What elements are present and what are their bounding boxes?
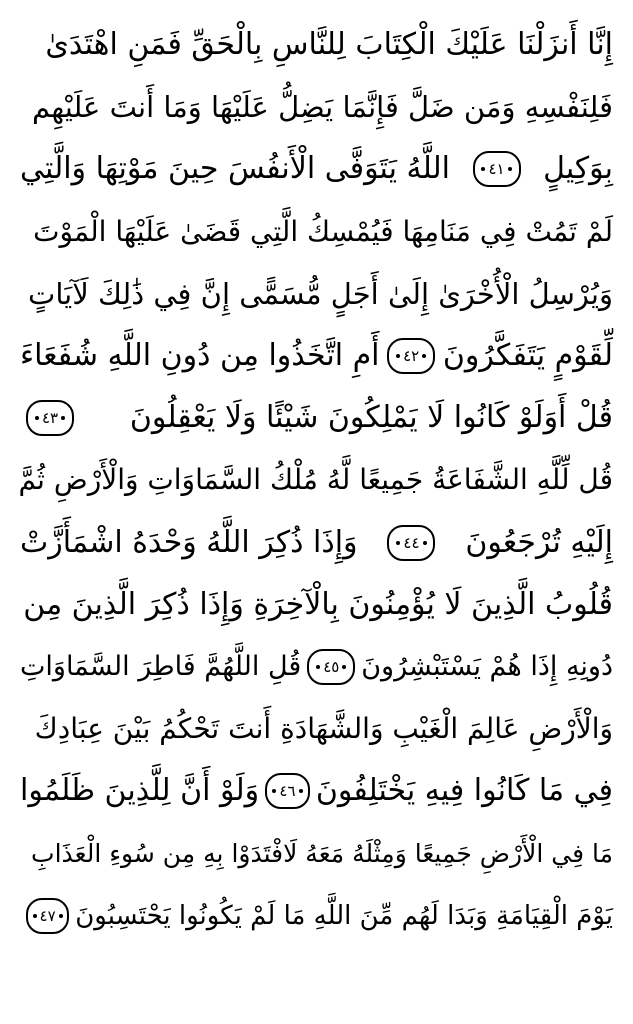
verse-text: يَوْمَ الْقِيَامَةِ وَبَدَا لَهُم مِّنَ اللَّهِ مَا لَمْ يَكُونُوا يَحْتَسِبُونَ xyxy=(75,900,613,931)
verse-line xyxy=(20,636,613,698)
verse-text: قُلْ أَوَلَوْ كَانُوا لَا يَمْلِكُونَ شَيْئًا وَلَا يَعْقِلُونَ xyxy=(129,400,613,436)
verse-text: وَيُرْسِلُ الْأُخْرَىٰ إِلَىٰ أَجَلٍ مُّسَمًّى إِنَّ فِي ذَٰلِكَ لَآيَاتٍ xyxy=(28,276,613,311)
verse-text: وَلَوْ أَنَّ لِلَّذِينَ ظَلَمُوا xyxy=(20,773,260,809)
verse-text: قُلِ اللَّهُمَّ فَاطِرَ السَّمَاوَاتِ xyxy=(20,650,302,682)
verse-line xyxy=(20,885,613,947)
verse-text: وَالْأَرْضِ عَالِمَ الْغَيْبِ وَالشَّهَادَةِ أَنتَ تَحْكُمُ بَيْنَ عِبَادِكَ xyxy=(34,712,613,746)
ayah-number-marker: ٤٢ xyxy=(387,338,435,374)
verse-text: بِوَكِيلٍ xyxy=(543,151,613,187)
ayah-number-marker: ٤٣ xyxy=(26,400,74,436)
verse-line xyxy=(20,263,613,325)
verse-text: اللَّهُ يَتَوَفَّى الْأَنفُسَ حِينَ مَوْتِهَا وَالَّتِي xyxy=(20,151,450,187)
verse-line xyxy=(20,822,613,884)
verse-line xyxy=(20,760,613,822)
verse-text: لَمْ تَمُتْ فِي مَنَامِهَا فَيُمْسِكُ الَّتِي قَضَىٰ عَلَيْهَا الْمَوْتَ xyxy=(33,214,613,248)
verse-text: لِّقَوْمٍ يَتَفَكَّرُونَ xyxy=(442,338,613,374)
verse-line xyxy=(20,512,613,574)
verse-line xyxy=(20,201,613,263)
verse-line xyxy=(20,574,613,636)
verse-line xyxy=(20,325,613,387)
ayah-number-marker: ٤٦ xyxy=(265,773,310,809)
verse-text: فِي مَا كَانُوا فِيهِ يَخْتَلِفُونَ xyxy=(315,773,613,809)
verse-text: قُلُوبُ الَّذِينَ لَا يُؤْمِنُونَ بِالْآخِرَةِ وَإِذَا ذُكِرَ الَّذِينَ مِن xyxy=(23,586,613,622)
verse-text: قُل لِّلَّهِ الشَّفَاعَةُ جَمِيعًا لَّهُ مُلْكُ السَّمَاوَاتِ وَالْأَرْضِ ثُمَّ xyxy=(18,463,613,497)
ayah-number-marker: ٤٧ xyxy=(26,898,69,934)
verse-line xyxy=(20,14,613,76)
verse-text: إِنَّا أَنزَلْنَا عَلَيْكَ الْكِتَابَ لِلنَّاسِ بِالْحَقِّ فَمَنِ اهْتَدَىٰ xyxy=(45,27,613,63)
verse-line xyxy=(20,76,613,138)
verse-text: دُونِهِ إِذَا هُمْ يَسْتَبْشِرُونَ xyxy=(361,650,613,682)
mushaf-page xyxy=(20,14,613,1010)
verse-line xyxy=(20,698,613,760)
ayah-number-marker: ٤١ xyxy=(473,151,521,187)
verse-text: إِلَيْهِ تُرْجَعُونَ xyxy=(465,524,613,560)
verse-line xyxy=(20,138,613,200)
verse-line xyxy=(20,387,613,449)
verse-text: أَمِ اتَّخَذُوا مِن دُونِ اللَّهِ شُفَعَاءَ xyxy=(20,338,380,374)
verse-text: وَإِذَا ذُكِرَ اللَّهُ وَحْدَهُ اشْمَأَزَّتْ xyxy=(20,524,358,560)
verse-text: مَا فِي الْأَرْضِ جَمِيعًا وَمِثْلَهُ مَعَهُ لَافْتَدَوْا بِهِ مِن سُوءِ الْعَذَابِ xyxy=(31,838,613,868)
verse-text: فَلِنَفْسِهِ وَمَن ضَلَّ فَإِنَّمَا يَضِلُّ عَلَيْهَا وَمَا أَنتَ عَلَيْهِم xyxy=(32,90,613,125)
verse-line xyxy=(20,449,613,511)
ayah-number-marker: ٤٤ xyxy=(387,525,435,561)
ayah-number-marker: ٤٥ xyxy=(307,649,355,685)
